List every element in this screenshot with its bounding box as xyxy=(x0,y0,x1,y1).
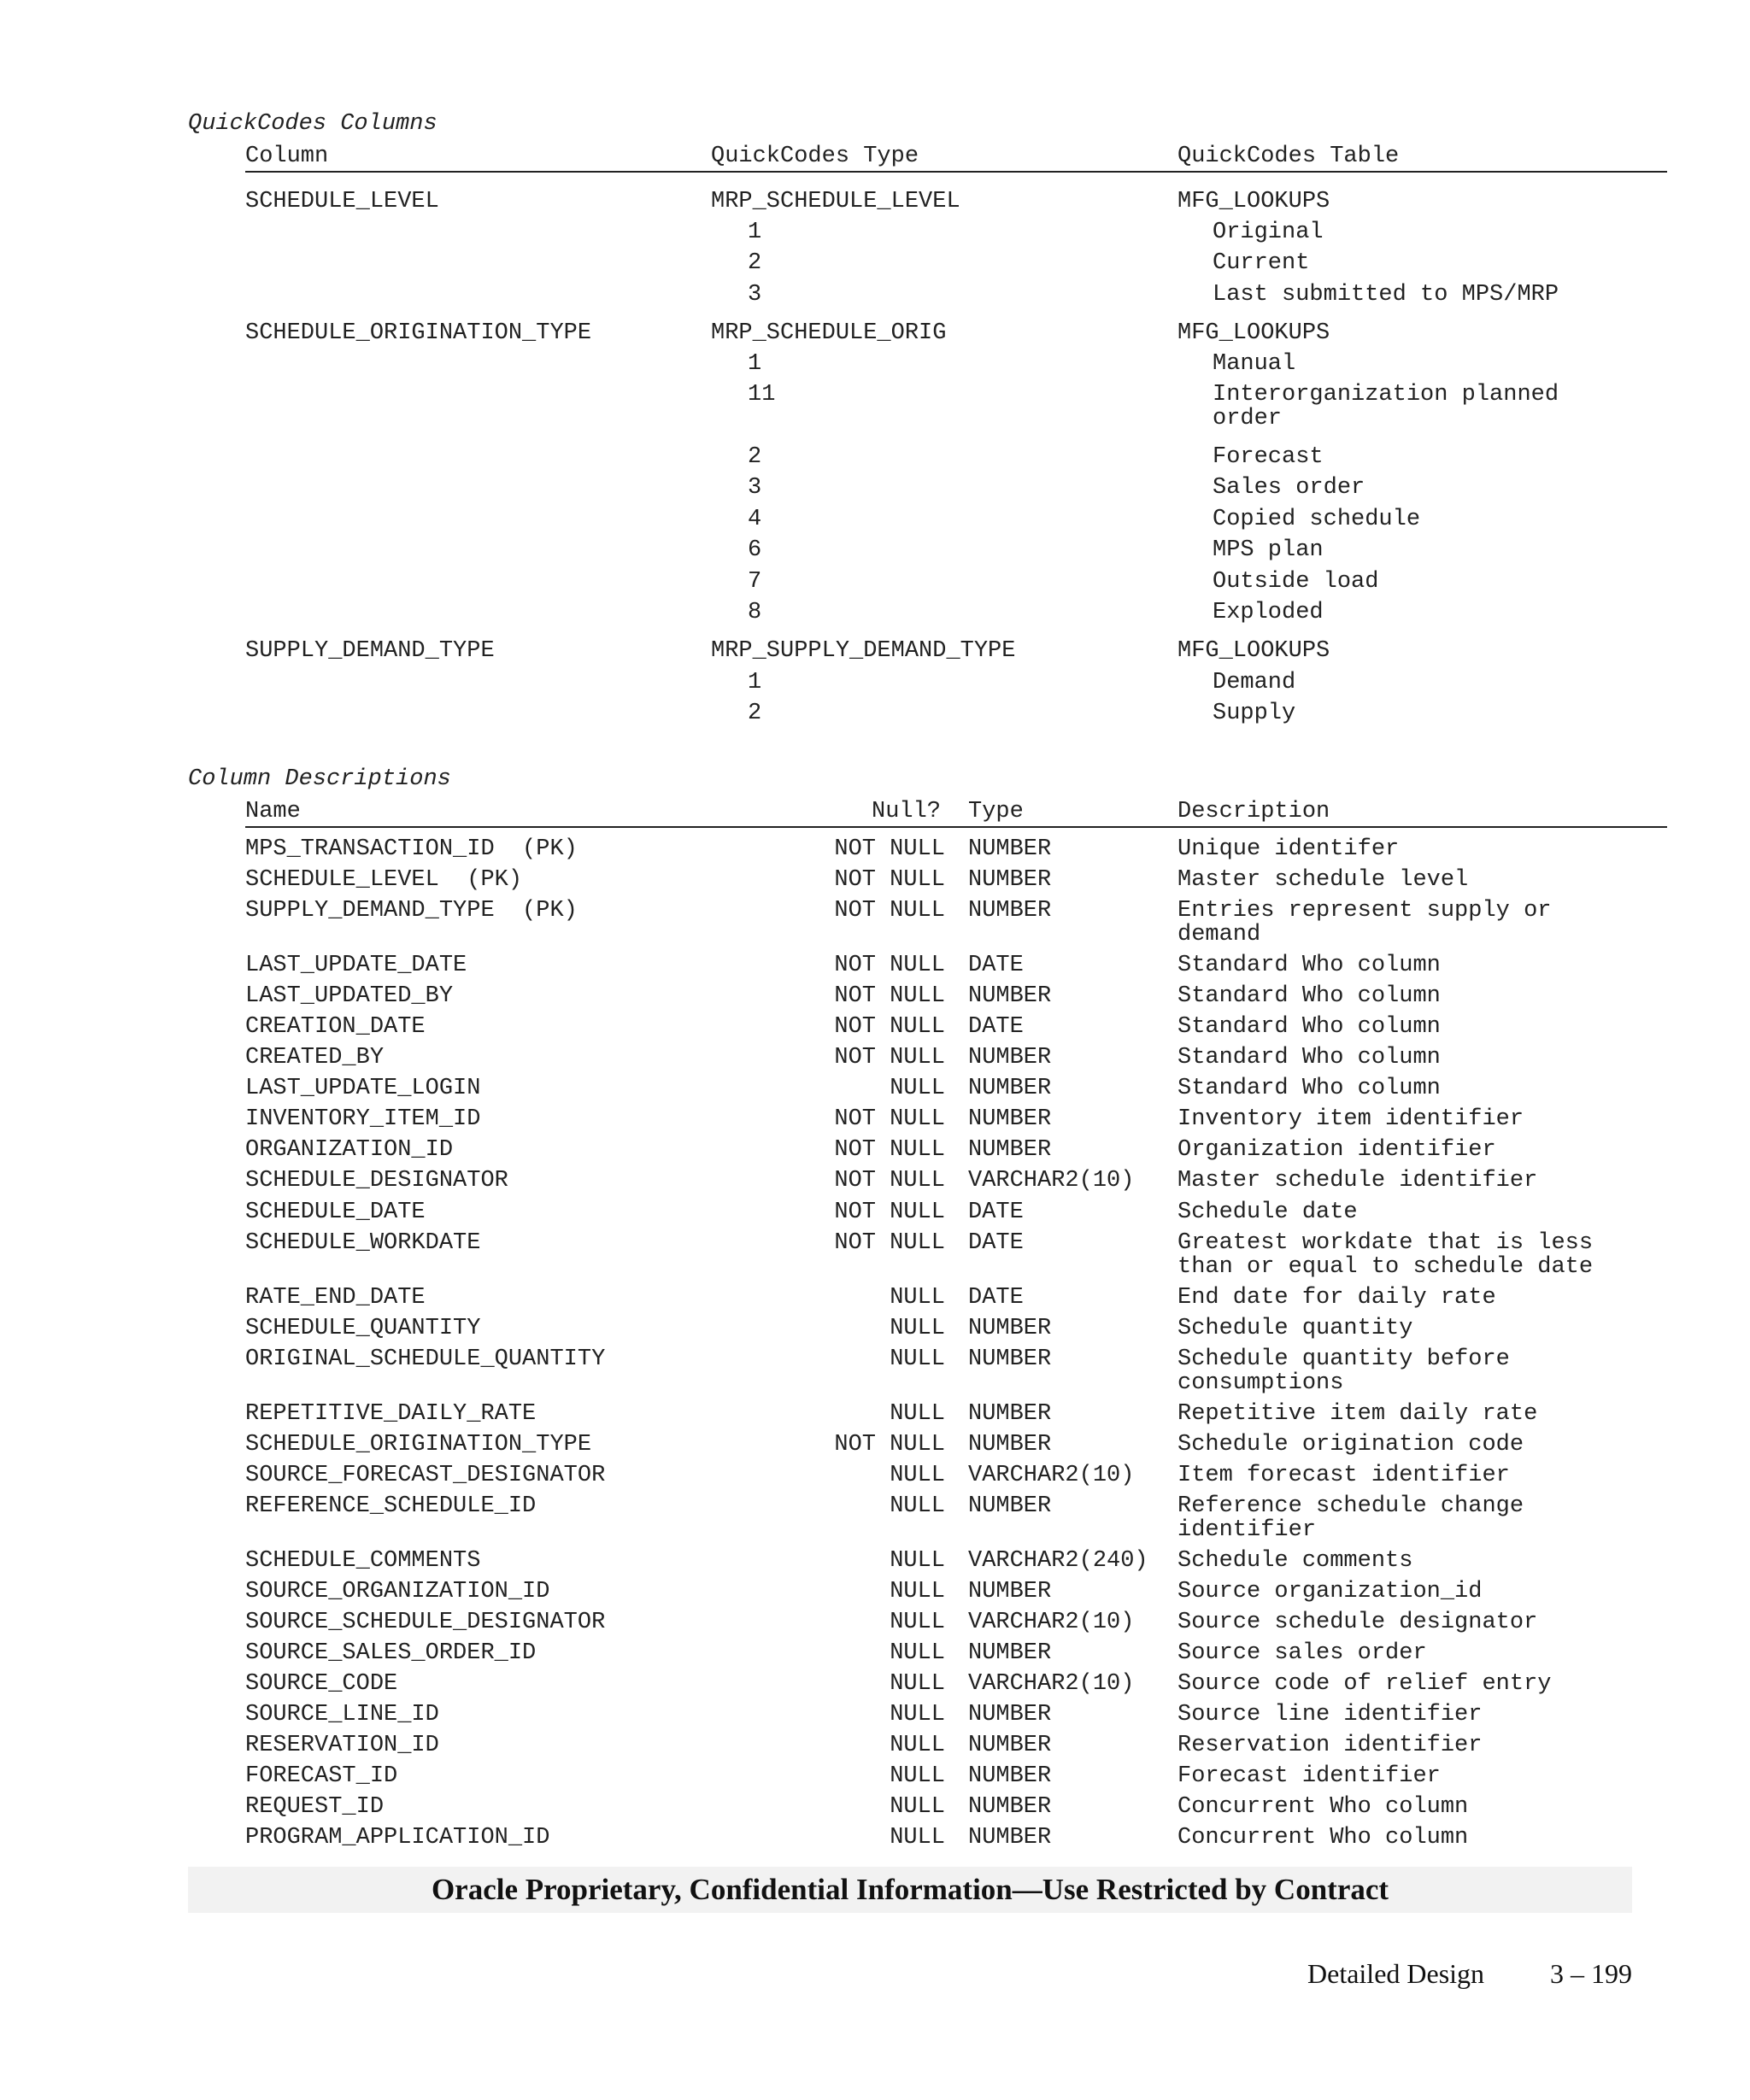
column-type: NUMBER xyxy=(968,898,1052,924)
column-type: NUMBER xyxy=(968,1763,1052,1789)
qc-table-name: MFG_LOOKUPS xyxy=(1177,189,1330,214)
footer-page-number: 3 – 199 xyxy=(1550,1958,1632,1989)
quickcodes-title: QuickCodes Columns xyxy=(188,111,438,137)
column-null: NOT NULL xyxy=(834,1432,945,1458)
qc-column-name: SCHEDULE_LEVEL xyxy=(245,189,439,214)
column-null: NOT NULL xyxy=(834,1014,945,1040)
column-null: NULL xyxy=(890,1794,945,1820)
column-name: SCHEDULE_DESIGNATOR xyxy=(245,1168,508,1194)
qc-type-name: MRP_SUPPLY_DEMAND_TYPE xyxy=(711,638,1016,664)
column-description: Reservation identifier xyxy=(1177,1733,1483,1758)
column-type: NUMBER xyxy=(968,836,1052,862)
qc-meaning: Copied schedule xyxy=(1213,507,1421,532)
column-type: DATE xyxy=(968,1285,1024,1311)
col-header-rule xyxy=(245,826,1667,828)
column-type: NUMBER xyxy=(968,1316,1052,1341)
column-name: LAST_UPDATE_LOGIN xyxy=(245,1076,481,1101)
qc-meaning: Supply xyxy=(1213,701,1296,726)
column-description: Unique identifer xyxy=(1177,836,1400,862)
column-description: Standard Who column xyxy=(1177,1014,1441,1040)
qc-meaning: Interorganization planned order xyxy=(1213,382,1559,431)
qc-meaning: Manual xyxy=(1213,351,1296,377)
column-description: Reference schedule change identifier xyxy=(1177,1493,1524,1543)
column-name: SCHEDULE_LEVEL (PK) xyxy=(245,867,523,893)
qc-table-name: MFG_LOOKUPS xyxy=(1177,638,1330,664)
column-type: NUMBER xyxy=(968,1346,1052,1372)
column-type: DATE xyxy=(968,1230,1024,1256)
qc-code: 4 xyxy=(748,507,762,532)
column-description: Standard Who column xyxy=(1177,1076,1441,1101)
column-type: VARCHAR2(10) xyxy=(968,1610,1135,1635)
column-name: PROGRAM_APPLICATION_ID xyxy=(245,1825,550,1851)
column-null: NULL xyxy=(890,1316,945,1341)
qc-meaning: Original xyxy=(1213,220,1324,245)
column-description: Schedule quantity before consumptions xyxy=(1177,1346,1510,1396)
column-type: NUMBER xyxy=(968,1794,1052,1820)
qc-code: 2 xyxy=(748,444,762,470)
column-null: NULL xyxy=(890,1285,945,1311)
column-description: Schedule comments xyxy=(1177,1548,1413,1574)
column-name: SOURCE_SALES_ORDER_ID xyxy=(245,1640,537,1666)
column-description: Greatest workdate that is less than or equal to schedule date xyxy=(1177,1230,1594,1280)
column-type: NUMBER xyxy=(968,1401,1052,1427)
qc-code: 8 xyxy=(748,600,762,625)
column-name: SOURCE_CODE xyxy=(245,1671,398,1697)
qc-meaning: Demand xyxy=(1213,670,1296,695)
qc-meaning: Current xyxy=(1213,250,1310,276)
column-name: MPS_TRANSACTION_ID (PK) xyxy=(245,836,578,862)
qc-column-name: SCHEDULE_ORIGINATION_TYPE xyxy=(245,320,592,346)
qc-header-table: QuickCodes Table xyxy=(1177,144,1400,169)
column-null: NOT NULL xyxy=(834,953,945,978)
qc-code: 2 xyxy=(748,701,762,726)
column-name: ORIGINAL_SCHEDULE_QUANTITY xyxy=(245,1346,606,1372)
column-description: Source line identifier xyxy=(1177,1702,1483,1728)
qc-meaning: Last submitted to MPS/MRP xyxy=(1213,282,1559,308)
column-type: DATE xyxy=(968,953,1024,978)
qc-code: 7 xyxy=(748,569,762,595)
column-null: NOT NULL xyxy=(834,898,945,924)
column-description: Concurrent Who column xyxy=(1177,1825,1469,1851)
column-name: SOURCE_LINE_ID xyxy=(245,1702,439,1728)
column-name: REPETITIVE_DAILY_RATE xyxy=(245,1401,537,1427)
column-description: Concurrent Who column xyxy=(1177,1794,1469,1820)
column-type: NUMBER xyxy=(968,1702,1052,1728)
column-name: SOURCE_SCHEDULE_DESIGNATOR xyxy=(245,1610,606,1635)
column-type: NUMBER xyxy=(968,983,1052,1009)
col-header-description: Description xyxy=(1177,799,1330,824)
column-name: SCHEDULE_ORIGINATION_TYPE xyxy=(245,1432,592,1458)
column-name: SUPPLY_DEMAND_TYPE (PK) xyxy=(245,898,578,924)
column-description: Source sales order xyxy=(1177,1640,1427,1666)
qc-type-name: MRP_SCHEDULE_ORIG xyxy=(711,320,947,346)
column-type: NUMBER xyxy=(968,1733,1052,1758)
column-null: NULL xyxy=(890,1548,945,1574)
column-name: ORGANIZATION_ID xyxy=(245,1137,454,1163)
column-type: NUMBER xyxy=(968,1106,1052,1132)
column-type: VARCHAR2(10) xyxy=(968,1671,1135,1697)
qc-meaning: MPS plan xyxy=(1213,537,1324,563)
column-description: Source schedule designator xyxy=(1177,1610,1538,1635)
column-type: NUMBER xyxy=(968,1432,1052,1458)
column-null: NOT NULL xyxy=(834,1230,945,1256)
qc-code: 1 xyxy=(748,670,762,695)
columns-title: Column Descriptions xyxy=(188,766,451,792)
column-description: Standard Who column xyxy=(1177,953,1441,978)
qc-meaning: Outside load xyxy=(1213,569,1379,595)
column-name: FORECAST_ID xyxy=(245,1763,398,1789)
column-null: NOT NULL xyxy=(834,867,945,893)
qc-code: 11 xyxy=(748,382,776,408)
column-null: NOT NULL xyxy=(834,983,945,1009)
column-description: Item forecast identifier xyxy=(1177,1463,1510,1488)
column-name: CREATED_BY xyxy=(245,1045,385,1071)
column-null: NULL xyxy=(890,1401,945,1427)
column-null: NOT NULL xyxy=(834,1045,945,1071)
col-header-null: Null? xyxy=(872,799,942,824)
footer-section: Detailed Design xyxy=(1307,1958,1485,1989)
column-description: Forecast identifier xyxy=(1177,1763,1441,1789)
column-name: SOURCE_FORECAST_DESIGNATOR xyxy=(245,1463,606,1488)
qc-header-column: Column xyxy=(245,144,329,169)
column-null: NOT NULL xyxy=(834,1137,945,1163)
column-name: SCHEDULE_COMMENTS xyxy=(245,1548,481,1574)
column-description: Master schedule identifier xyxy=(1177,1168,1538,1194)
column-description: End date for daily rate xyxy=(1177,1285,1496,1311)
column-name: LAST_UPDATE_DATE xyxy=(245,953,467,978)
column-null: NULL xyxy=(890,1763,945,1789)
qc-code: 3 xyxy=(748,282,762,308)
column-name: REQUEST_ID xyxy=(245,1794,385,1820)
column-type: NUMBER xyxy=(968,1640,1052,1666)
column-description: Source organization_id xyxy=(1177,1579,1483,1604)
column-type: NUMBER xyxy=(968,1579,1052,1604)
qc-code: 3 xyxy=(748,475,762,501)
column-type: NUMBER xyxy=(968,1137,1052,1163)
column-description: Source code of relief entry xyxy=(1177,1671,1552,1697)
column-null: NULL xyxy=(890,1076,945,1101)
column-type: VARCHAR2(10) xyxy=(968,1168,1135,1194)
column-null: NOT NULL xyxy=(834,1168,945,1194)
column-name: CREATION_DATE xyxy=(245,1014,426,1040)
column-null: NULL xyxy=(890,1671,945,1697)
column-name: SCHEDULE_WORKDATE xyxy=(245,1230,481,1256)
column-type: NUMBER xyxy=(968,1076,1052,1101)
qc-table-name: MFG_LOOKUPS xyxy=(1177,320,1330,346)
column-name: RATE_END_DATE xyxy=(245,1285,426,1311)
column-description: Organization identifier xyxy=(1177,1137,1496,1163)
col-header-name: Name xyxy=(245,799,301,824)
column-name: REFERENCE_SCHEDULE_ID xyxy=(245,1493,537,1519)
column-null: NOT NULL xyxy=(834,836,945,862)
column-null: NULL xyxy=(890,1733,945,1758)
column-name: LAST_UPDATED_BY xyxy=(245,983,454,1009)
col-header-type: Type xyxy=(968,799,1024,824)
column-null: NULL xyxy=(890,1346,945,1372)
qc-header-type: QuickCodes Type xyxy=(711,144,919,169)
column-type: VARCHAR2(240) xyxy=(968,1548,1148,1574)
column-description: Inventory item identifier xyxy=(1177,1106,1524,1132)
column-name: SCHEDULE_DATE xyxy=(245,1200,426,1225)
column-null: NULL xyxy=(890,1610,945,1635)
column-type: DATE xyxy=(968,1014,1024,1040)
qc-column-name: SUPPLY_DEMAND_TYPE xyxy=(245,638,495,664)
column-null: NULL xyxy=(890,1579,945,1604)
column-name: RESERVATION_ID xyxy=(245,1733,439,1758)
column-type: NUMBER xyxy=(968,867,1052,893)
column-description: Schedule quantity xyxy=(1177,1316,1413,1341)
qc-code: 6 xyxy=(748,537,762,563)
column-null: NOT NULL xyxy=(834,1106,945,1132)
column-name: INVENTORY_ITEM_ID xyxy=(245,1106,481,1132)
qc-meaning: Sales order xyxy=(1213,475,1365,501)
column-type: NUMBER xyxy=(968,1825,1052,1851)
column-null: NULL xyxy=(890,1640,945,1666)
qc-meaning: Exploded xyxy=(1213,600,1324,625)
column-name: SCHEDULE_QUANTITY xyxy=(245,1316,481,1341)
column-description: Repetitive item daily rate xyxy=(1177,1401,1538,1427)
qc-meaning: Forecast xyxy=(1213,444,1324,470)
confidential-banner: Oracle Proprietary, Confidential Information––Use Restricted by Contract xyxy=(188,1867,1632,1913)
column-null: NULL xyxy=(890,1702,945,1728)
qc-code: 1 xyxy=(748,351,762,377)
column-description: Master schedule level xyxy=(1177,867,1469,893)
column-description: Standard Who column xyxy=(1177,1045,1441,1071)
column-null: NULL xyxy=(890,1493,945,1519)
column-type: NUMBER xyxy=(968,1045,1052,1071)
column-type: DATE xyxy=(968,1200,1024,1225)
column-name: SOURCE_ORGANIZATION_ID xyxy=(245,1579,550,1604)
column-type: NUMBER xyxy=(968,1493,1052,1519)
column-description: Schedule date xyxy=(1177,1200,1358,1225)
qc-header-rule xyxy=(245,171,1667,173)
column-null: NULL xyxy=(890,1463,945,1488)
column-null: NOT NULL xyxy=(834,1200,945,1225)
qc-code: 1 xyxy=(748,220,762,245)
qc-code: 2 xyxy=(748,250,762,276)
column-description: Entries represent supply or demand xyxy=(1177,898,1552,947)
column-description: Schedule origination code xyxy=(1177,1432,1524,1458)
column-type: VARCHAR2(10) xyxy=(968,1463,1135,1488)
column-null: NULL xyxy=(890,1825,945,1851)
qc-type-name: MRP_SCHEDULE_LEVEL xyxy=(711,189,960,214)
column-description: Standard Who column xyxy=(1177,983,1441,1009)
